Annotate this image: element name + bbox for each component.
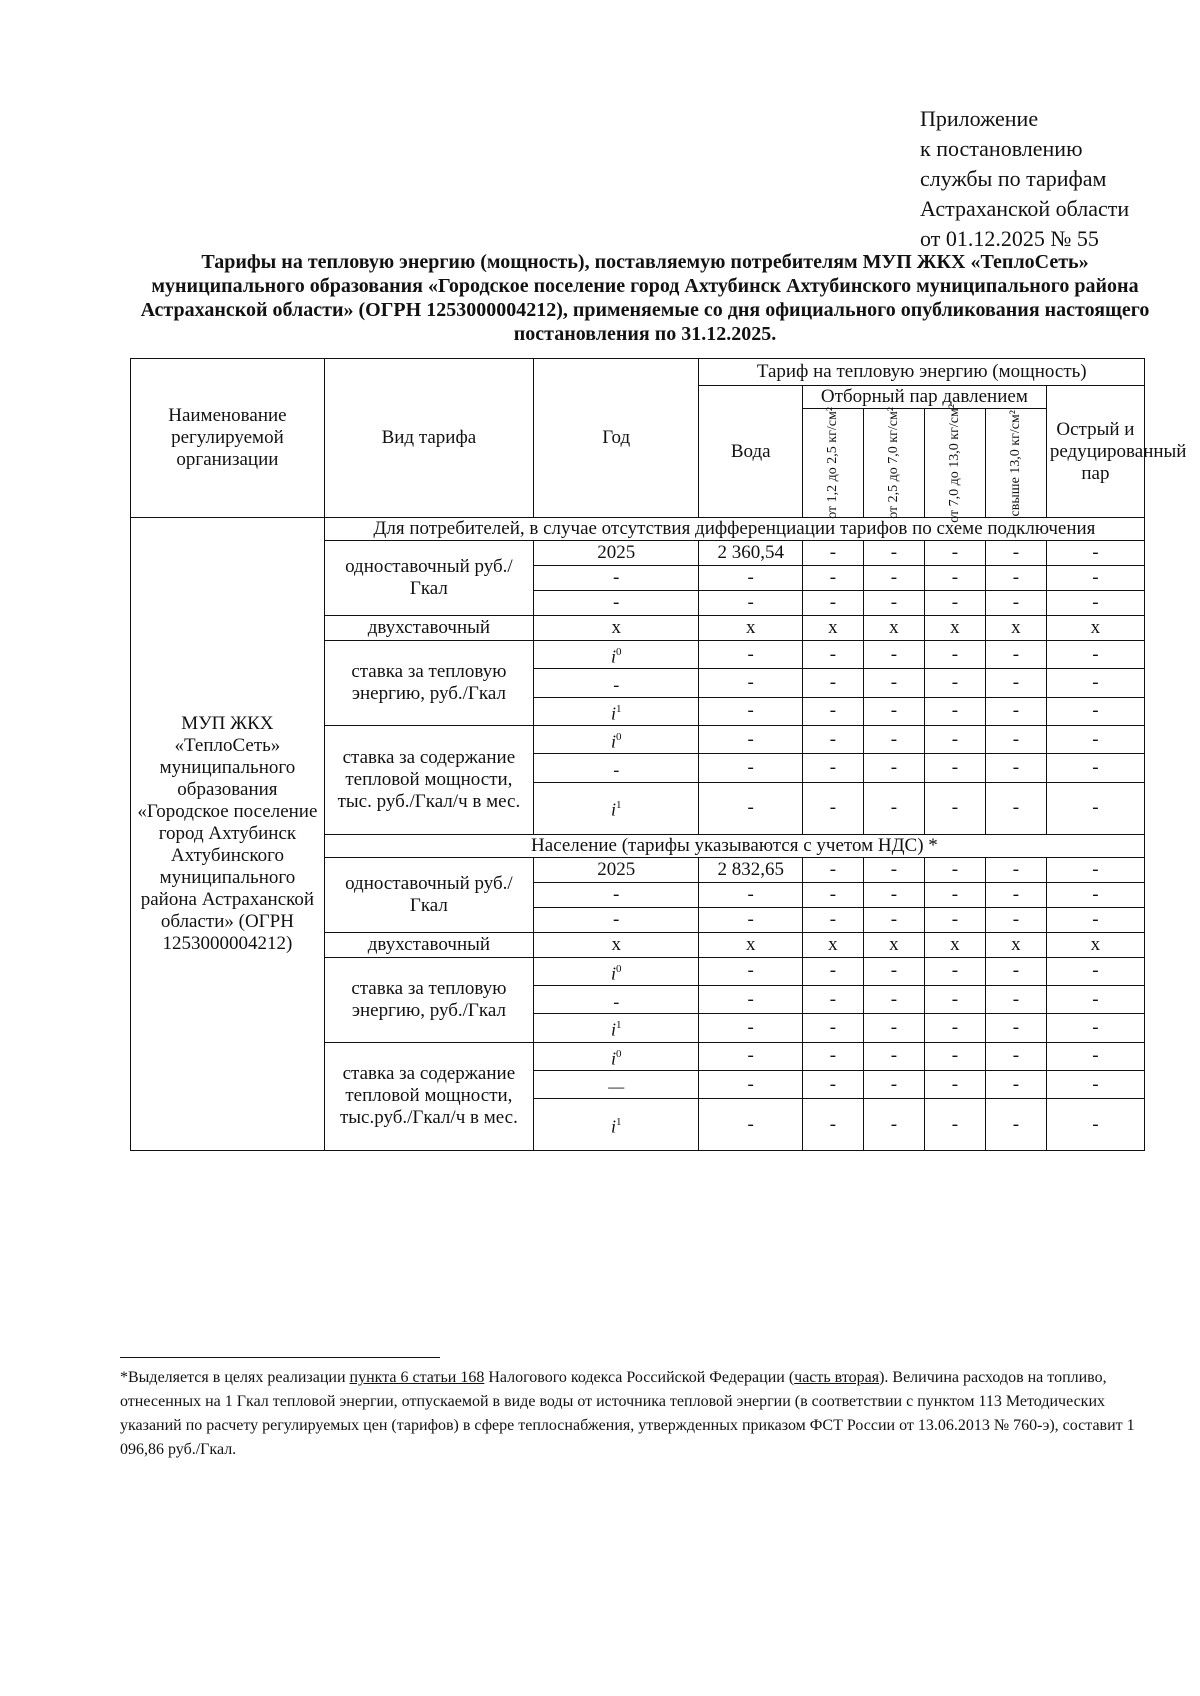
table-cell: x (1046, 932, 1144, 957)
annex-line: службы по тарифам (920, 166, 1107, 191)
table-cell: - (863, 907, 924, 932)
table-cell: - (924, 566, 985, 591)
table-cell: - (863, 541, 924, 566)
table-cell: - (1046, 1099, 1144, 1151)
year-index: i (610, 1019, 616, 1040)
table-cell: - (985, 566, 1046, 591)
section-heading: Население (тарифы указываются с учетом НДС) * (324, 834, 1144, 857)
year-index: - (613, 991, 620, 1012)
table-cell: - (863, 591, 924, 616)
table-cell: - (863, 1070, 924, 1098)
table-cell: - (699, 882, 802, 907)
table-cell: 2025 (533, 857, 699, 882)
table-cell: - (1046, 857, 1144, 882)
header-tariff-type: Вид тарифа (324, 359, 533, 518)
table-cell: - (699, 669, 802, 697)
footnote-text: ). Величина расходов на топливо, отнесенных на 1 Гкал тепловой энергии, отпускаемой в виде воды от источника тепловой энергии (в соответствии с пунктом 113 Методических указаний по расчету регулируемых цен (тарифов) в сфере теплоснабжения, утвержденных приказом ФСТ России от 13.06.2013 № 760-э), составит 1 096,86 руб./Гкал. (120, 1369, 1135, 1458)
table-cell: - (699, 725, 802, 753)
table-cell: - (802, 641, 863, 669)
table-cell: - (924, 591, 985, 616)
table-cell: x (924, 932, 985, 957)
footnote-text: Налогового кодекса Российской Федерации ( (484, 1369, 795, 1386)
table-cell: - (985, 1070, 1046, 1098)
table-cell: - (924, 782, 985, 834)
table-cell: - (802, 985, 863, 1013)
table-cell: - (985, 782, 1046, 834)
tariff-type-two-rate: двухставочный (324, 616, 533, 641)
table-cell: - (699, 697, 802, 725)
year-index-cell (533, 697, 699, 725)
table-cell: - (1046, 725, 1144, 753)
year-index-sup: 1 (615, 1116, 622, 1129)
table-cell: - (985, 985, 1046, 1013)
table-cell: - (699, 907, 802, 932)
table-cell: - (863, 641, 924, 669)
table-cell: - (863, 1042, 924, 1070)
table-cell: - (985, 957, 1046, 985)
table-cell: - (1046, 754, 1144, 782)
table-cell: - (533, 882, 699, 907)
table-cell: - (863, 1099, 924, 1151)
annex-line: к постановлению (920, 136, 1083, 161)
table-cell: - (699, 957, 802, 985)
table-cell: - (1046, 566, 1144, 591)
table-cell: - (924, 985, 985, 1013)
table-cell: - (985, 541, 1046, 566)
header-pressure-4: свыше 13,0 кг/см² (985, 409, 1046, 518)
table-cell: - (802, 697, 863, 725)
year-index: i (610, 1116, 616, 1137)
table-cell: - (699, 641, 802, 669)
table-cell: - (924, 857, 985, 882)
table-cell: - (924, 1099, 985, 1151)
table-cell: - (802, 1042, 863, 1070)
table-cell: - (924, 1014, 985, 1042)
table-cell: x (802, 932, 863, 957)
table-cell: - (1046, 697, 1144, 725)
table-cell: - (924, 907, 985, 932)
table-cell: - (699, 591, 802, 616)
header-pressure-2: от 2,5 до 7,0 кг/см² (863, 409, 924, 518)
table-cell: - (985, 1014, 1046, 1042)
org-name-cell: МУП ЖКХ «ТеплоСеть» муниципального образования «Городское поселение город Ахтубинск Ахтубинского муниципального района Астраханской области» (ОГРН 1253000004212) (131, 518, 325, 1151)
table-cell: - (1046, 1014, 1144, 1042)
table-cell: - (1046, 1042, 1144, 1070)
table-cell: - (863, 985, 924, 1013)
table-cell: - (699, 1014, 802, 1042)
table-cell: - (924, 1042, 985, 1070)
year-index: i (610, 1047, 616, 1068)
table-cell: - (863, 669, 924, 697)
year-index-sup: 0 (615, 730, 622, 743)
tariff-type-energy-rate: ставка за тепловую энергию, руб./Гкал (324, 641, 533, 726)
table-cell: - (533, 591, 699, 616)
year-index: i (610, 646, 616, 667)
table-cell: - (802, 566, 863, 591)
year-index-cell (533, 669, 699, 697)
year-index-sup: 1 (615, 702, 622, 715)
footnote-divider (120, 1357, 440, 1358)
year-index-sup: 0 (615, 646, 622, 658)
table-cell: x (699, 616, 802, 641)
table-cell: - (985, 882, 1046, 907)
table-cell: - (699, 1099, 802, 1151)
table-cell: - (802, 1099, 863, 1151)
header-steam: Отборный пар давлением (802, 386, 1046, 409)
tariff-type-one-rate: одноставочный руб./Гкал (324, 857, 533, 932)
table-cell: x (985, 616, 1046, 641)
year-index-cell (533, 1099, 699, 1151)
table-cell: - (802, 857, 863, 882)
table-cell: - (699, 1070, 802, 1098)
table-cell: - (1046, 985, 1144, 1013)
table-cell: x (985, 932, 1046, 957)
table-cell: x (533, 932, 699, 957)
year-index-cell (533, 754, 699, 782)
table-cell: - (863, 566, 924, 591)
table-cell: - (1046, 957, 1144, 985)
tariff-type-two-rate: двухставочный (324, 932, 533, 957)
year-index-sup: 1 (615, 799, 622, 812)
table-cell: - (985, 669, 1046, 697)
table-cell: - (802, 1014, 863, 1042)
table-cell: - (924, 697, 985, 725)
annex-line: Астраханской области (920, 196, 1130, 221)
year-index-cell (533, 1014, 699, 1042)
table-cell: - (533, 566, 699, 591)
year-index-cell (533, 985, 699, 1013)
footnote-text: *Выделяется в целях реализации (120, 1369, 350, 1386)
table-cell: - (1046, 591, 1144, 616)
table-cell: - (1046, 541, 1144, 566)
year-index-cell (533, 641, 699, 669)
annex-line: от 01.12.2025 № 55 (920, 226, 1099, 251)
annex-line: Приложение (920, 106, 1039, 131)
year-index-cell (533, 1042, 699, 1070)
table-cell: - (802, 1070, 863, 1098)
footnote (120, 1366, 1150, 1462)
tariff-type-energy-rate: ставка за тепловую энергию, руб./Гкал (324, 957, 533, 1042)
table-cell: - (1046, 669, 1144, 697)
table-cell: 2025 (533, 541, 699, 566)
table-cell: 2 360,54 (699, 541, 802, 566)
table-cell: - (802, 754, 863, 782)
table-cell: - (863, 754, 924, 782)
section-heading: Для потребителей, в случае отсутствия дифференциации тарифов по схеме подключения (324, 518, 1144, 541)
document-title: Тарифы на тепловую энергию (мощность), поставляемую потребителям МУП ЖКХ «ТеплоСеть» муниципального образования «Городское поселение город Ахтубинск Ахтубинского муниципального района Астраханской области» (ОГРН 1253000004212), применяемые со дня официального опубликования настоящего постановления по 31.12.2025. (140, 251, 1150, 345)
year-index: i (610, 962, 616, 983)
annex-block (920, 104, 1180, 254)
year-index-cell (533, 782, 699, 834)
table-cell: - (1046, 1070, 1144, 1098)
header-org: Наименование регулируемой организации (131, 359, 325, 518)
table-cell: - (699, 782, 802, 834)
table-cell: - (924, 754, 985, 782)
year-index: - (613, 674, 620, 695)
table-cell: - (985, 907, 1046, 932)
tariff-body (131, 518, 1145, 1151)
table-cell: - (699, 566, 802, 591)
year-index-sup: 0 (615, 962, 622, 975)
tariff-table (130, 358, 1187, 1151)
tariff-type-one-rate: одноставочный руб./Гкал (324, 541, 533, 616)
table-cell: - (1046, 782, 1144, 834)
footnote-link-article[interactable]: пункта 6 статьи 168 (349, 1369, 485, 1386)
table-cell: - (802, 725, 863, 753)
table-cell: - (863, 957, 924, 985)
table-cell: - (985, 1042, 1046, 1070)
table-cell: - (863, 725, 924, 753)
table-cell: - (802, 957, 863, 985)
table-cell: - (1046, 882, 1144, 907)
tariff-type-capacity-rate: ставка за содержание тепловой мощности, тыс.руб./Гкал/ч в мес. (324, 1042, 533, 1151)
year-index-sup: 0 (615, 1047, 622, 1060)
table-cell: - (985, 641, 1046, 669)
table-cell: x (924, 616, 985, 641)
table-cell: - (699, 985, 802, 1013)
table-cell: x (1046, 616, 1144, 641)
table-cell: - (699, 1042, 802, 1070)
year-index-cell (533, 1070, 699, 1098)
table-cell: - (985, 754, 1046, 782)
table-cell: - (924, 725, 985, 753)
section-heading-row (131, 518, 1145, 541)
table-cell: - (533, 907, 699, 932)
tariff-type-capacity-rate: ставка за содержание тепловой мощности, тыс. руб./Гкал/ч в мес. (324, 725, 533, 834)
table-cell: x (699, 932, 802, 957)
table-cell: - (863, 857, 924, 882)
footnote-link-part[interactable]: часть вторая (794, 1369, 880, 1386)
table-cell: - (802, 907, 863, 932)
table-cell: - (985, 725, 1046, 753)
table-cell: - (1046, 907, 1144, 932)
header-pressure-3: от 7,0 до 13,0 кг/см² (924, 409, 985, 518)
table-cell: x (863, 932, 924, 957)
header-water: Вода (699, 386, 802, 518)
table-cell: x (533, 616, 699, 641)
header-tariff: Тариф на тепловую энергию (мощность) (699, 359, 1145, 386)
year-index-cell (533, 957, 699, 985)
year-index-sup: 1 (615, 1019, 622, 1032)
table-cell: - (802, 782, 863, 834)
table-cell: 2 832,65 (699, 857, 802, 882)
table-cell: - (924, 882, 985, 907)
table-cell: x (802, 616, 863, 641)
header-year: Год (533, 359, 699, 518)
table-cell: - (924, 957, 985, 985)
table-cell: - (1046, 641, 1144, 669)
table-cell: - (985, 1099, 1046, 1151)
year-index: i (610, 702, 616, 723)
table-cell: - (863, 1014, 924, 1042)
table-cell: - (924, 541, 985, 566)
year-index: - (613, 759, 620, 780)
table-cell: - (985, 857, 1046, 882)
header-pressure-1: от 1,2 до 2,5 кг/см² (802, 409, 863, 518)
table-cell: - (985, 697, 1046, 725)
table-cell: - (863, 882, 924, 907)
table-cell: - (924, 669, 985, 697)
table-cell: - (802, 541, 863, 566)
table-cell: - (863, 697, 924, 725)
year-index: i (610, 799, 616, 820)
table-cell: - (699, 754, 802, 782)
table-cell: - (985, 591, 1046, 616)
year-index-cell (533, 725, 699, 753)
year-index: i (610, 731, 616, 752)
table-cell: - (802, 882, 863, 907)
year-index: — (608, 1076, 625, 1097)
table-cell: - (802, 669, 863, 697)
table-cell: - (802, 591, 863, 616)
table-cell: - (924, 1070, 985, 1098)
header-sharp-steam: Острый и редуцированный пар (1046, 386, 1144, 518)
table-cell: x (863, 616, 924, 641)
table-cell: - (863, 782, 924, 834)
table-cell: - (924, 641, 985, 669)
